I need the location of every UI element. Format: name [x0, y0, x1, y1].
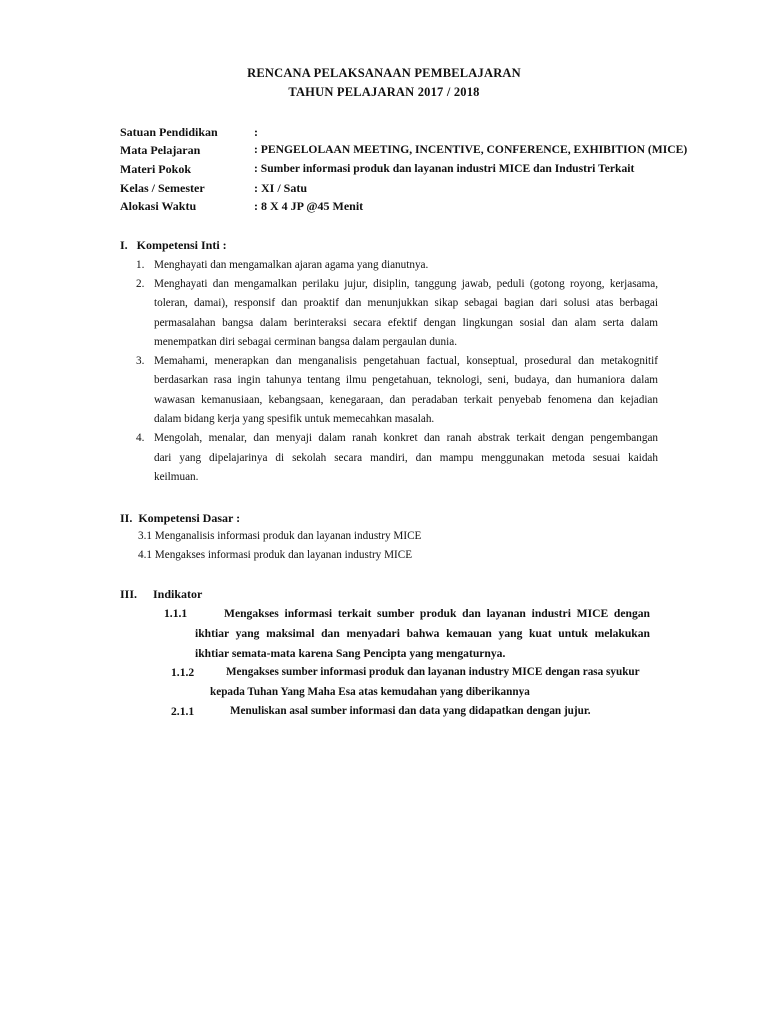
- indikator-line: kepada Tuhan Yang Maha Esa atas kemudahan yang diberikannya: [210, 686, 530, 698]
- list-item-line: berdasarkan rasa ingin tahunya tentang ilmu pengetahuan, teknologi, seni, budaya, dan humaniora dalam: [154, 374, 658, 386]
- meta-label: Alokasi Waktu: [120, 199, 197, 213]
- meta-value: : Sumber informasi produk dan layanan industri MICE dan Industri Terkait: [254, 162, 635, 175]
- indikator-line: Mengakses sumber informasi produk dan layanan industry MICE dengan rasa syukur: [226, 666, 640, 678]
- list-item-line: permasalahan bangsa dalam berinteraksi secara efektif dengan lingkungan sosial dan alam serta dalam: [154, 317, 658, 329]
- list-number: 4.: [136, 432, 145, 444]
- indikator-line: Menuliskan asal sumber informasi dan data yang didapatkan dengan jujur.: [230, 705, 591, 717]
- meta-value: : 8 X 4 JP @45 Menit: [254, 199, 364, 213]
- list-item-line: Menghayati dan mengamalkan ajaran agama yang dianutnya.: [154, 259, 429, 271]
- list-number: 2.: [136, 278, 145, 290]
- list-number: 3.: [136, 355, 145, 367]
- list-item-line: Mengolah, menalar, dan menyaji dalam ranah konkret dan ranah abstrak terkait dengan pengembangan: [154, 432, 658, 444]
- list-item-line: dari yang dipelajarinya di sekolah secara mandiri, dan mampu menggunakan metoda sesuai kaidah: [154, 452, 658, 464]
- indikator-number: 2.1.1: [171, 705, 195, 718]
- meta-label: Mata Pelajaran: [120, 143, 201, 157]
- kd-item: 3.1 Menganalisis informasi produk dan layanan industry MICE: [138, 530, 422, 542]
- document-title: RENCANA PELAKSANAAN PEMBELAJARAN: [247, 66, 521, 80]
- meta-label: Materi Pokok: [120, 162, 191, 176]
- document-year: TAHUN PELAJARAN 2017 / 2018: [288, 85, 480, 99]
- section-heading-ki: I. Kompetensi Inti :: [120, 238, 227, 252]
- list-item-line: dalam bidang kerja yang spesifik untuk memecahkan masalah.: [154, 413, 435, 425]
- meta-label: Satuan Pendidikan: [120, 125, 218, 139]
- indikator-line: Mengakses informasi terkait sumber produk dan layanan industri MICE dengan: [224, 607, 650, 620]
- section-heading-kd: II. Kompetensi Dasar :: [120, 511, 241, 525]
- indikator-line: ikhtiar yang maksimal dan menyadari bahwa kemauan yang kuat untuk melakukan: [195, 627, 650, 640]
- list-item-line: wawasan kemanusiaan, kebangsaan, kenegaraan, dan peradaban terkait penyebab fenomena dan kejadian: [154, 394, 658, 406]
- meta-label: Kelas / Semester: [120, 181, 205, 195]
- list-item-line: toleran, damai), responsif dan proaktif dan menunjukkan sikap sebagai bagian dari solusi atas berbagai: [154, 297, 658, 309]
- indikator-line: ikhtiar semata-mata karena Sang Pencipta yang mengaturnya.: [195, 647, 506, 660]
- meta-value: :: [254, 125, 258, 139]
- list-item-line: Menghayati dan mengamalkan perilaku jujur, disiplin, tanggung jawab, peduli (gotong royong, kerjasama,: [154, 278, 658, 290]
- list-item-line: Memahami, menerapkan dan menganalisis pengetahuan factual, konseptual, prosedural dan metakognitif: [154, 355, 658, 367]
- list-item-line: keilmuan.: [154, 471, 199, 483]
- kd-item: 4.1 Mengakses informasi produk dan layanan industry MICE: [138, 549, 413, 561]
- section-number-indikator: III.: [120, 587, 138, 601]
- meta-value: : XI / Satu: [254, 181, 308, 195]
- list-item-line: menempatkan diri sebagai cerminan bangsa dalam pergaulan dunia.: [154, 336, 457, 348]
- section-heading-indikator: Indikator: [153, 587, 203, 601]
- list-number: 1.: [136, 259, 145, 271]
- indikator-number: 1.1.2: [171, 666, 195, 679]
- meta-value: : PENGELOLAAN MEETING, INCENTIVE, CONFERENCE, EXHIBITION (MICE): [254, 143, 688, 156]
- indikator-number: 1.1.1: [164, 607, 188, 620]
